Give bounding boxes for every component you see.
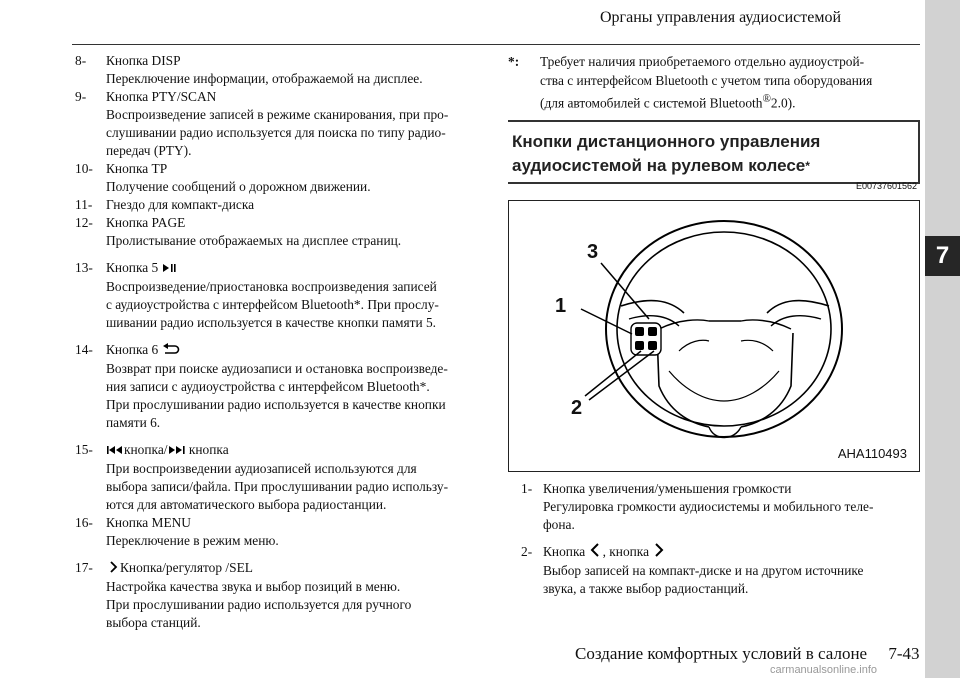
header-rule [72, 44, 920, 45]
item-line: Воспроизведение записей в режиме сканирования, при про- [106, 107, 449, 122]
item-number: 15- [75, 441, 93, 457]
item-line: звука, а также выбор радиостанций. [543, 581, 749, 597]
list-item-16 [75, 514, 473, 550]
list-item-r2 [521, 543, 920, 598]
item-title: кнопка/ [124, 441, 168, 457]
item-line: слушивании радио используется для поиска по типу радио- [106, 125, 446, 140]
item-title: Кнопка 5 [106, 260, 159, 275]
list-item [75, 88, 473, 160]
skip-forward-icon [168, 442, 186, 460]
item-line: ния записи с аудиоустройства с интерфейсом Bluetooth*. [106, 378, 430, 394]
item-number: 9- [75, 89, 87, 104]
list-item [75, 160, 473, 196]
item-line: с аудиоустройства с интерфейсом Bluetooth*. При прослу- [106, 296, 439, 312]
chevron-right-icon [106, 560, 120, 578]
item-line: При прослушивании радио используется в качестве кнопки [106, 396, 446, 412]
list-item [75, 214, 473, 250]
item-line: выбора станций. [106, 614, 201, 630]
skip-back-icon [106, 442, 124, 460]
item-number: 11- [75, 197, 93, 212]
item-number: 10- [75, 161, 93, 176]
list-item-r1 [521, 480, 920, 534]
chapter-side-tab [925, 0, 960, 678]
item-title: Кнопка MENU [106, 514, 191, 530]
item-line: фона. [543, 517, 575, 532]
return-arrow-icon [162, 342, 180, 360]
item-title: Кнопка TP [106, 161, 168, 176]
item-title: Кнопка 6 [106, 341, 159, 357]
callout-1: 1 [555, 295, 567, 317]
chevron-left-icon [589, 543, 603, 562]
list-item [75, 196, 473, 214]
item-line: Регулировка громкости аудиосистемы и мобильного теле- [543, 499, 874, 514]
play-pause-icon [162, 260, 176, 278]
item-number: 2- [521, 544, 533, 559]
list-item-13 [75, 259, 473, 332]
item-title: Кнопка/регулятор /SEL [120, 559, 253, 575]
item-line: Переключение в режим меню. [106, 532, 279, 548]
chapter-number-tab: 7 [925, 236, 960, 276]
item-number: 12- [75, 215, 93, 230]
item-line: памяти 6. [106, 414, 161, 430]
section-title-line: Кнопки дистанционного управления [512, 132, 821, 151]
section-heading [508, 120, 920, 184]
item-line: Настройка качества звука и выбор позиций в меню. [106, 578, 401, 594]
section-title-star: * [805, 159, 810, 173]
watermark: carmanualsonline.info [770, 664, 878, 676]
item-line: Получение сообщений о дорожном движении. [106, 179, 371, 194]
page-footer: Создание комфортных условий в салоне 7-43 [575, 644, 920, 663]
left-column [75, 52, 473, 632]
item-title: Гнездо для компакт-диска [106, 197, 255, 212]
item-number: 14- [75, 341, 93, 357]
list-item-14 [75, 341, 473, 432]
item-title: Кнопка DISP [106, 53, 181, 68]
steering-wheel-figure [508, 200, 920, 472]
item-line: При воспроизведении аудиозаписей используются для [106, 460, 417, 476]
right-item-list [521, 480, 920, 598]
figure-code: AHA110493 [837, 446, 907, 461]
item-title: Кнопка [543, 544, 586, 559]
callout-2: 2 [571, 397, 583, 419]
item-number: 16- [75, 514, 93, 530]
item-number: 17- [75, 559, 93, 575]
item-line: передач (PTY). [106, 143, 192, 158]
callout-3: 3 [587, 241, 599, 263]
footnote-line: ства с интерфейсом Bluetooth с учетом типа оборудования [540, 73, 873, 88]
list-item-15 [75, 441, 473, 514]
item-line: Пролистывание отображаемых на дисплее страниц. [106, 233, 402, 248]
item-title: Кнопка PAGE [106, 215, 186, 230]
item-line: Возврат при поиске аудиозаписи и остановка воспроизведе- [106, 360, 448, 376]
footnote-line: Требует наличия приобретаемого отдельно аудиоустрой- [540, 54, 865, 69]
item-number: 13- [75, 260, 93, 275]
item-title: кнопка [188, 441, 229, 457]
item-title: Кнопка PTY/SCAN [106, 89, 217, 104]
footnote-mark: *: [508, 54, 520, 69]
steering-wheel-illustration [509, 201, 919, 471]
item-title: Кнопка увеличения/уменьшения громкости [543, 481, 792, 496]
section-title-line: аудиосистемой на рулевом колесе [512, 156, 806, 175]
page-header-title: Органы управления аудиосистемой [600, 9, 842, 26]
item-line: ются для автоматического выбора радиостанции. [106, 496, 387, 512]
item-line: Выбор записей на компакт-диске и на другом источнике [543, 563, 864, 579]
footnote-line: (для автомобилей с системой Bluetooth [540, 95, 763, 111]
item-line: Воспроизведение/приостановка воспроизведения записей [106, 278, 437, 294]
footnote [508, 52, 920, 112]
chevron-right-icon [652, 543, 666, 562]
item-number: 1- [521, 481, 533, 496]
item-title: , кнопка [602, 544, 650, 559]
item-line: выбора записи/файла. При прослушивании радио использу- [106, 478, 449, 494]
left-item-list [75, 52, 473, 250]
item-line: При прослушивании радио используется для ручного [106, 596, 412, 612]
section-code: E00737601562 [856, 181, 918, 191]
item-line: Переключение информации, отображаемой на дисплее. [106, 71, 423, 86]
item-line: шивании радио используется в качестве кнопки памяти 5. [106, 314, 437, 330]
footnote-line: 2.0). [770, 95, 796, 111]
list-item [75, 52, 473, 88]
item-number: 8- [75, 53, 87, 68]
list-item-17 [75, 559, 473, 632]
registered-mark: ® [762, 93, 771, 105]
